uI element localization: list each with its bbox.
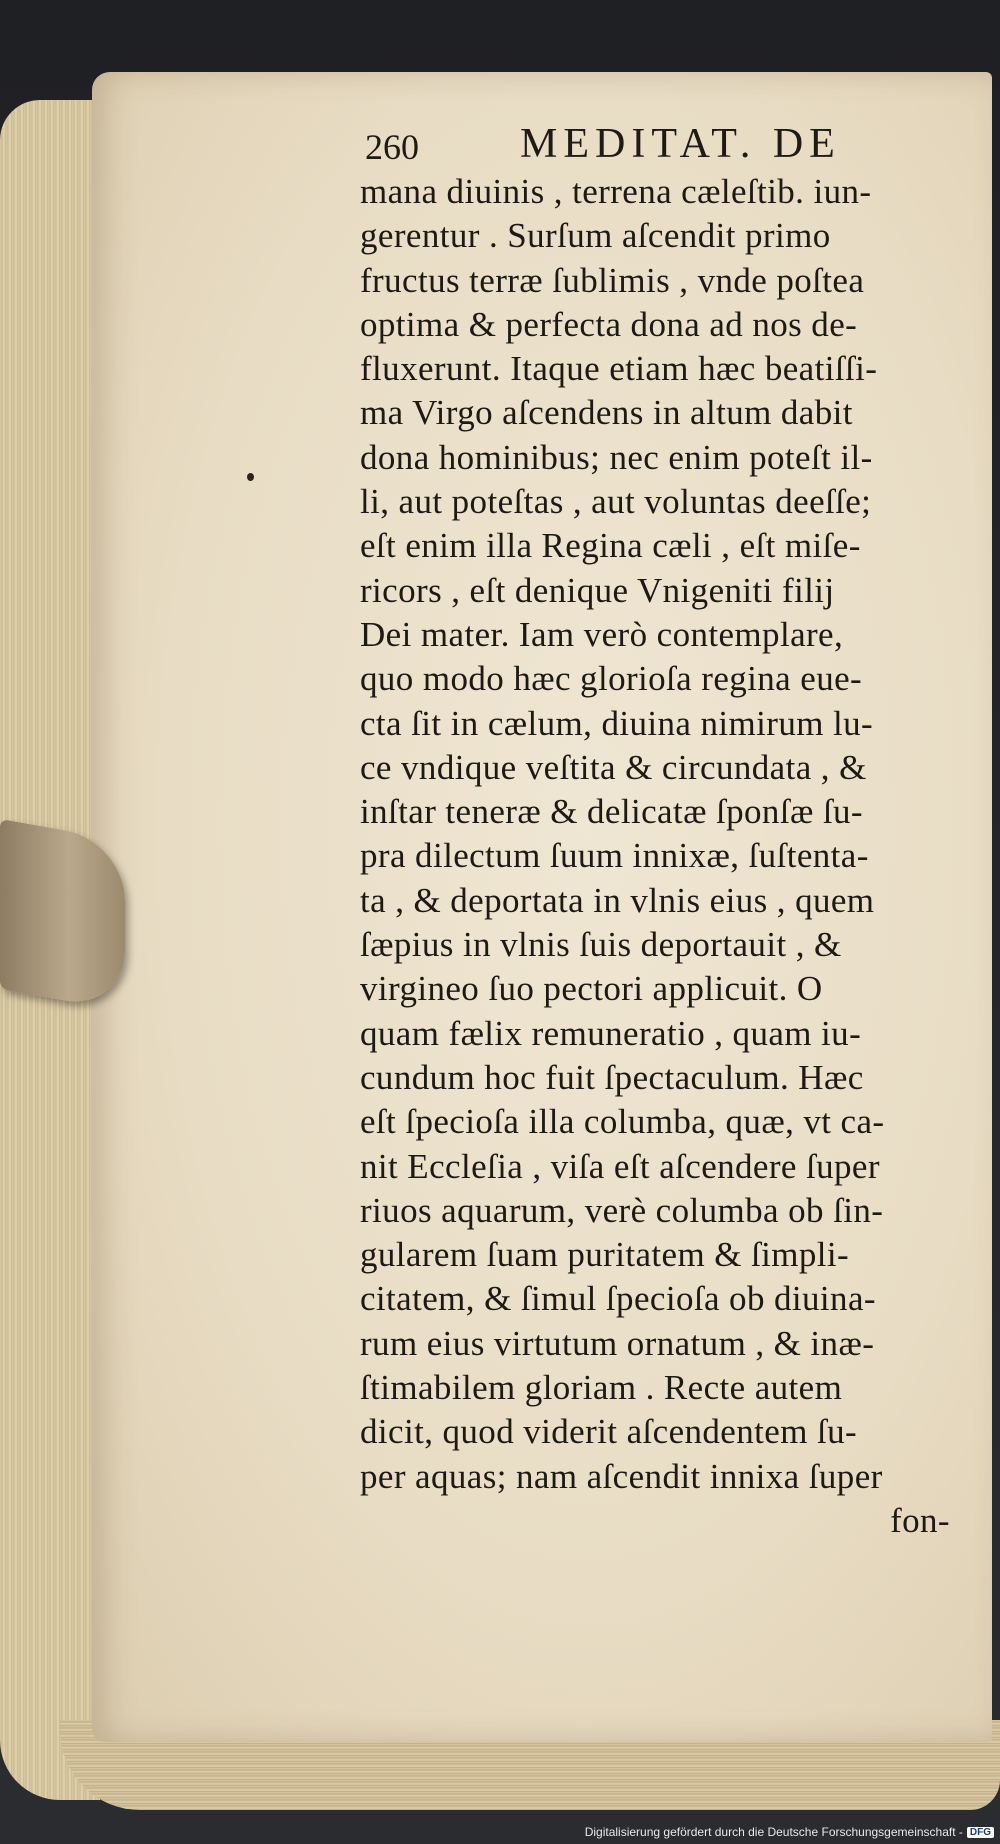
page-header bbox=[365, 118, 925, 178]
text-line: cundum hoc fuit ſpectaculum. Hæc bbox=[360, 1057, 864, 1097]
text-line: pra dilectum ſuum innixæ, ſuſtenta- bbox=[360, 836, 869, 876]
body-text bbox=[360, 170, 960, 1543]
text-line: ſtimabilem gloriam . Recte autem bbox=[360, 1368, 843, 1408]
text-line: cta ſit in cælum, diuina nimirum lu- bbox=[360, 703, 874, 743]
text-line: per aquas; nam aſcendit innixa ſuper bbox=[360, 1456, 883, 1496]
text-line: dicit, quod viderit aſcendentem ſu- bbox=[360, 1412, 858, 1452]
text-line: li, aut poteſtas , aut voluntas deeſſe; bbox=[360, 482, 872, 522]
text-line: eſt ſpecioſa illa columba, quæ, vt ca- bbox=[360, 1102, 885, 1142]
text-line: inſtar teneræ & delicatæ ſponſæ ſu- bbox=[360, 792, 863, 832]
catchword: fon- bbox=[890, 1500, 950, 1540]
text-line: gerentur . Surſum aſcendit primo bbox=[360, 216, 831, 256]
credit-text: Digitalisierung gefördert durch die Deutsche Forschungsgemeinschaft - bbox=[584, 1825, 963, 1839]
digitization-credit bbox=[585, 1823, 994, 1841]
dfg-logo: DFG bbox=[967, 1827, 994, 1838]
text-line: gularem ſuam puritatem & ſimpli- bbox=[360, 1235, 850, 1275]
text-line: fructus terræ ſublimis , vnde poſtea bbox=[360, 260, 865, 300]
text-line: mana diuinis , terrena cæleſtib. iun- bbox=[360, 172, 872, 211]
text-line: fluxerunt. Itaque etiam hæc beatiſſi- bbox=[360, 349, 878, 389]
text-line: quam fælix remuneratio , quam iu- bbox=[360, 1013, 862, 1053]
text-line: rum eius virtutum ornatum , & inæ- bbox=[360, 1323, 875, 1363]
text-line: nit Eccleſia , viſa eſt aſcendere ſuper bbox=[360, 1146, 880, 1186]
text-line: ricors , eſt denique Vnigeniti filij bbox=[360, 570, 835, 610]
text-line: optima & perfecta dona ad nos de- bbox=[360, 304, 858, 344]
text-line: quo modo hæc glorioſa regina eue- bbox=[360, 659, 863, 699]
text-line: eſt enim illa Regina cæli , eſt miſe- bbox=[360, 526, 861, 566]
text-line: ma Virgo aſcendens in altum dabit bbox=[360, 393, 853, 433]
ink-spot bbox=[247, 473, 254, 481]
text-line: citatem, & ſimul ſpecioſa ob diuina- bbox=[360, 1279, 876, 1319]
running-head: MEDITAT. DE bbox=[520, 121, 841, 167]
page-number: 260 bbox=[365, 127, 419, 167]
text-line: ta , & deportata in vlnis eius , quem bbox=[360, 880, 875, 920]
text-line: Dei mater. Iam verò contemplare, bbox=[360, 614, 844, 654]
text-line: ce vndique veſtita & circundata , & bbox=[360, 747, 867, 787]
text-line: ſæpius in vlnis ſuis deportauit , & bbox=[360, 925, 842, 965]
text-line: riuos aquarum, verè columba ob ſin- bbox=[360, 1190, 884, 1230]
text-line: virgineo ſuo pectori applicuit. O bbox=[360, 969, 823, 1009]
text-line: dona hominibus; nec enim poteſt il- bbox=[360, 437, 873, 477]
